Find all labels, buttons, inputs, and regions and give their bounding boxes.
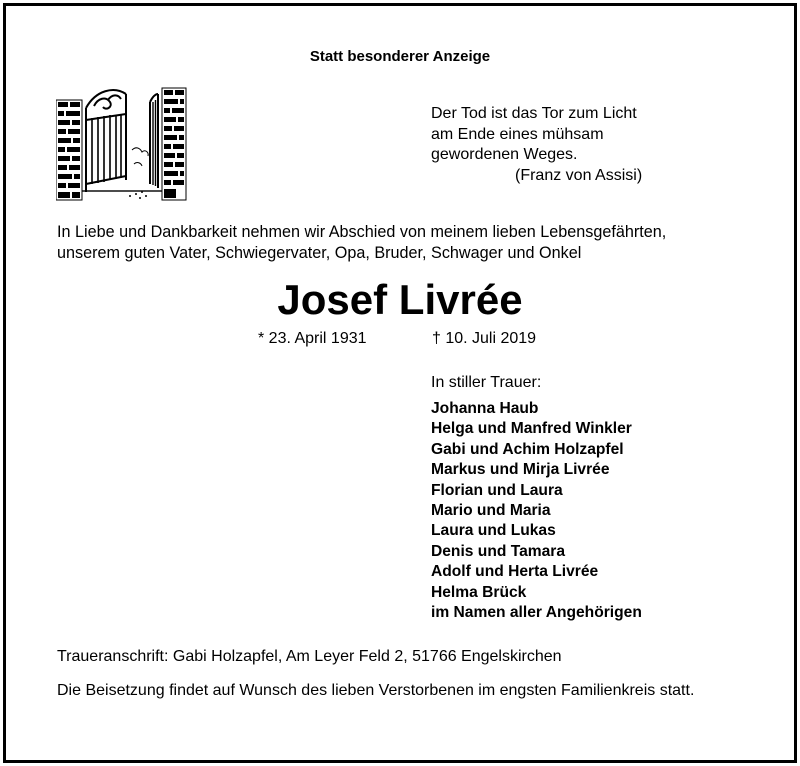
mourners-heading: In stiller Trauer: [431, 374, 542, 391]
mourner-name: Markus und Mirja Livrée [431, 461, 610, 479]
mourners-list [431, 399, 642, 623]
death-date: † 10. Juli 2019 [432, 330, 537, 347]
intro-line: unserem guten Vater, Schwiegervater, Opa, Bruder, Schwager und Onkel [57, 244, 582, 262]
quote-block [431, 104, 642, 186]
quote-source: (Franz von Assisi) [515, 166, 643, 184]
mourner-name: Denis und Tamara [431, 542, 566, 560]
garden-gate-icon [56, 80, 188, 202]
deceased-name: Josef Livrée [277, 276, 523, 323]
mourner-name: Florian und Laura [431, 481, 563, 499]
mourner-name: Laura und Lukas [431, 522, 556, 540]
quote-line: gewordenen Weges. [431, 146, 578, 163]
birth-date: * 23. April 1931 [258, 330, 367, 347]
mourner-name: Helma Brück [431, 583, 527, 601]
intro-text [57, 222, 666, 264]
mourning-address: Traueranschrift: Gabi Holzapfel, Am Leyer Feld 2, 51766 Engelskirchen [57, 648, 562, 665]
funeral-note: Die Beisetzung findet auf Wunsch des lieben Verstorbenen im engsten Familienkreis statt. [57, 682, 695, 699]
mourner-name: im Namen aller Angehörigen [431, 604, 642, 622]
notice-header: Statt besonderer Anzeige [309, 48, 491, 65]
mourner-name: Helga und Manfred Winkler [431, 420, 632, 438]
quote-line: am Ende eines mühsam [431, 125, 604, 143]
quote-line: Der Tod ist das Tor zum Licht [431, 105, 637, 122]
mourner-name: Mario und Maria [431, 502, 551, 520]
mourner-name: Gabi und Achim Holzapfel [431, 440, 624, 458]
mourner-name: Johanna Haub [431, 400, 539, 417]
intro-line: In Liebe und Dankbarkeit nehmen wir Abschied von meinem lieben Lebensgefährten, [57, 223, 667, 241]
mourner-name: Adolf und Herta Livrée [431, 563, 599, 581]
